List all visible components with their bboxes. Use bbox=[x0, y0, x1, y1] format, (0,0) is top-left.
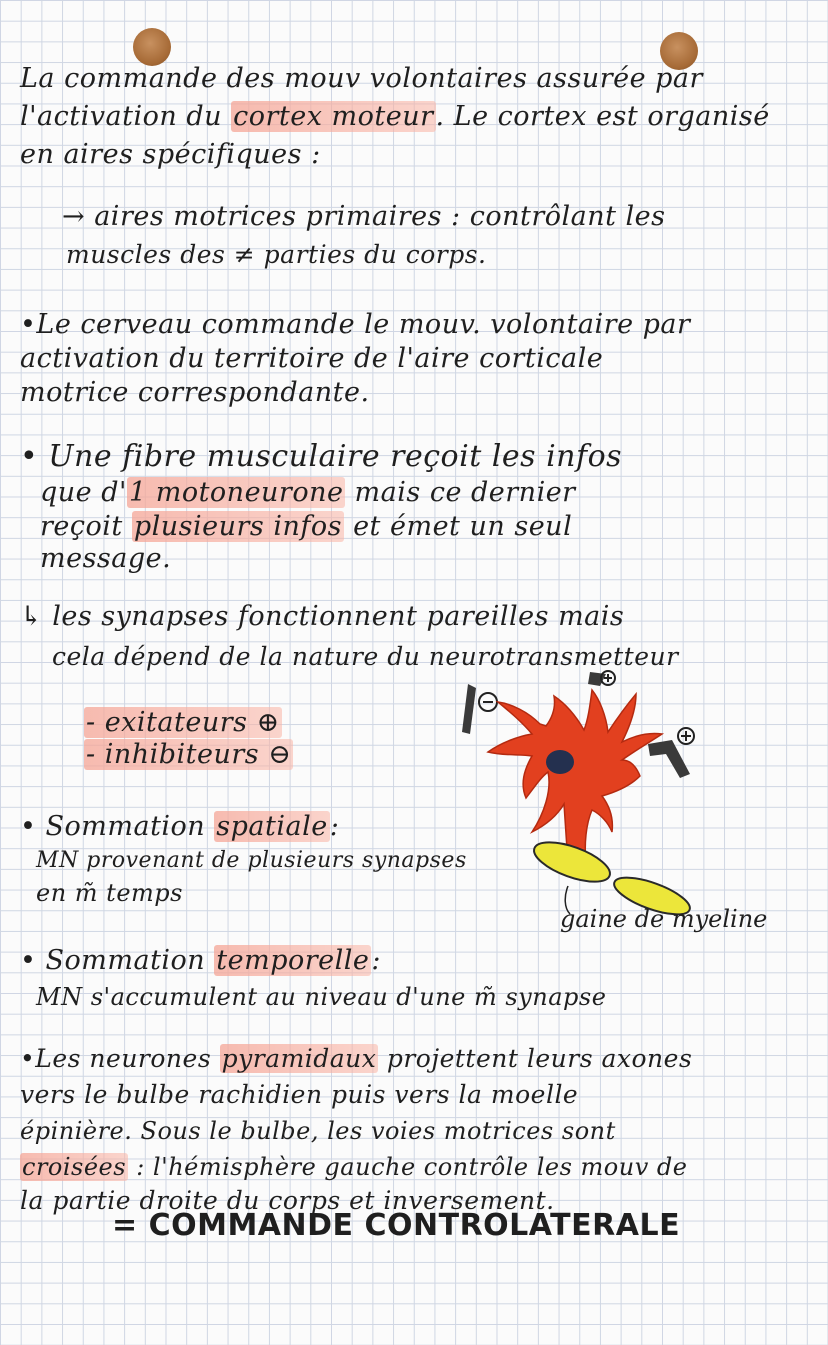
p2-line2: activation du territoire de l'aire corticale bbox=[20, 343, 604, 374]
p2-line3: motrice correspondante. bbox=[20, 377, 370, 408]
inh-line: - inhibiteurs ⊖ bbox=[86, 739, 292, 770]
p3-line2: que d'1 motoneurone mais ce dernier bbox=[40, 477, 576, 508]
highlight-pyramidaux: pyramidaux bbox=[221, 1044, 377, 1073]
p5-line1: •Les neurones pyramidaux projettent leurs axones bbox=[20, 1044, 693, 1073]
neuron-body bbox=[488, 690, 662, 864]
exc-line: - exitateurs ⊕ bbox=[86, 707, 280, 738]
p5-line3: épinière. Sous le bulbe, les voies motrices sont bbox=[20, 1117, 616, 1145]
highlight-motoneurone: 1 motoneurone bbox=[128, 477, 344, 508]
p3-line3: reçoit plusieurs infos et émet un seul bbox=[40, 511, 573, 542]
temp-title: • Sommation temporelle: bbox=[20, 945, 381, 976]
highlight-temporelle: temporelle bbox=[216, 945, 370, 976]
p1-line1: La commande des mouv volontaires assurée par bbox=[20, 63, 703, 94]
myelin-caption: gaine de myeline bbox=[560, 905, 768, 933]
highlight-plusieurs-infos: plusieurs infos bbox=[133, 511, 342, 542]
spat-line2: en m̃ temps bbox=[36, 879, 183, 907]
p4-line2: cela dépend de la nature du neurotransmetteur bbox=[52, 642, 679, 671]
p5-line2: vers le bulbe rachidien puis vers la moelle bbox=[20, 1080, 579, 1109]
temp-line1: MN s'accumulent au niveau d'une m̃ synapse bbox=[36, 983, 607, 1011]
highlight-spatiale: spatiale bbox=[216, 811, 328, 842]
p3-line4: message. bbox=[40, 543, 172, 574]
synapse-terminal-excitatory-top bbox=[588, 671, 615, 686]
highlight-cortex-moteur: cortex moteur bbox=[233, 101, 434, 132]
highlight-croisees: croisées bbox=[22, 1153, 127, 1181]
p4-line1: ↳ les synapses fonctionnent pareilles mais bbox=[20, 601, 625, 632]
p3-line1: • Une fibre musculaire reçoit les infos bbox=[20, 439, 623, 474]
p5-line5: la partie droite du corps et inversement. bbox=[20, 1186, 555, 1215]
neuron-nucleus bbox=[546, 750, 574, 774]
p1-line2: l'activation du cortex moteur. Le cortex est organisé bbox=[20, 101, 770, 132]
p2-line1: •Le cerveau commande le mouv. volontaire par bbox=[20, 309, 691, 340]
arrow-line2: muscles des ≠ parties du corps. bbox=[66, 240, 487, 269]
p1-line3: en aires spécifiques : bbox=[20, 139, 321, 170]
synapse-terminal-inhibitory bbox=[462, 684, 497, 734]
conclusion-title: = COMMANDE CONTROLATERALE bbox=[112, 1208, 681, 1243]
binder-hole-left bbox=[133, 28, 171, 66]
arrow-line1: → aires motrices primaires : contrôlant les bbox=[62, 201, 666, 232]
p5-line4: croisées : l'hémisphère gauche contrôle les mouv de bbox=[22, 1153, 688, 1181]
spat-line1: MN provenant de plusieurs synapses bbox=[36, 848, 467, 873]
spat-title: • Sommation spatiale: bbox=[20, 811, 340, 842]
